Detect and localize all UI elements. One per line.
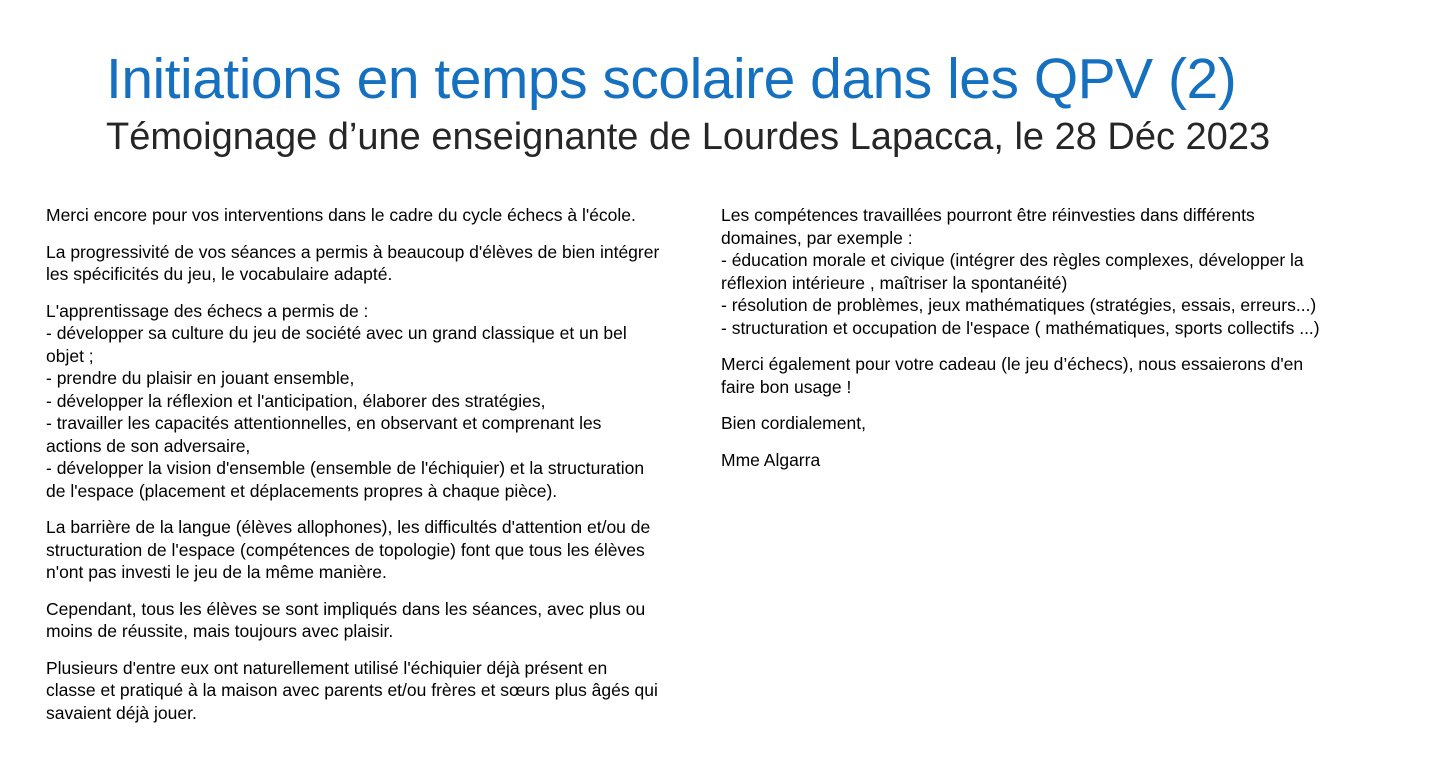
text-line: moins de réussite, mais toujours avec plaisir.	[46, 621, 394, 641]
paragraph-involvement	[46, 598, 718, 643]
text-line: réflexion intérieure , maîtriser la spontanéité)	[721, 272, 1068, 293]
text-line: La progressivité de vos séances a permis à beaucoup d'élèves de bien intégrer	[46, 241, 660, 262]
paragraph-gift-thanks	[721, 353, 1391, 398]
text-line: faire bon usage !	[721, 376, 852, 397]
text-line: Mme Algarra	[721, 449, 821, 470]
text-line: Merci également pour votre cadeau (le jeu d’échecs), nous essaierons d'en	[721, 354, 1304, 374]
text-line: Merci encore pour vos interventions dans le cadre du cycle échecs à l'école.	[46, 205, 636, 225]
text-line: Cependant, tous les élèves se sont impliqués dans les séances, avec plus ou	[46, 598, 646, 619]
text-line: classe et pratiqué à la maison avec parents et/ou frères et sœurs plus âgés qui	[46, 680, 658, 700]
text-line: objet ;	[46, 345, 94, 366]
text-line: n'ont pas investi le jeu de la même manière.	[46, 562, 387, 582]
text-line: Les compétences travaillées pourront être réinvesties dans différents	[721, 205, 1255, 225]
text-line: actions de son adversaire,	[46, 435, 251, 456]
paragraph-thanks	[46, 204, 718, 227]
list-item: - développer la vision d'ensemble (ensemble de l'échiquier) et la structuration	[46, 458, 645, 478]
list-item: - résolution de problèmes, jeux mathématiques (stratégies, essais, erreurs...)	[721, 295, 1317, 315]
list-item: - structuration et occupation de l'espace ( mathématiques, sports collectifs ...)	[721, 317, 1320, 338]
text-line: de l'espace (placement et déplacements propres à chaque pièce).	[46, 480, 558, 501]
paragraph-home-practice	[46, 657, 718, 725]
list-item: - développer la réflexion et l'anticipation, élaborer des stratégies,	[46, 390, 546, 411]
right-column	[721, 204, 1391, 485]
text-line: structuration de l'espace (compétences de topologie) font que tous les élèves	[46, 539, 645, 560]
text-line: domaines, par exemple :	[721, 227, 913, 248]
list-item: - travailler les capacités attentionnelles, en observant et comprenant les	[46, 413, 602, 433]
text-line: les spécificités du jeu, le vocabulaire adapté.	[46, 264, 393, 284]
list-item: - développer sa culture du jeu de société avec un grand classique et un bel	[46, 323, 627, 343]
text-line: savaient déjà jouer.	[46, 702, 197, 723]
page-subtitle: Témoignage d’une enseignante de Lourdes Lapacca, le 28 Déc 2023	[106, 116, 1271, 158]
signature	[721, 449, 1391, 472]
page-title: Initiations en temps scolaire dans les QPV (2)	[106, 47, 1237, 111]
paragraph-progressivity	[46, 241, 718, 286]
list-item: - prendre du plaisir en jouant ensemble,	[46, 368, 355, 388]
text-line: La barrière de la langue (élèves allophones), les difficultés d'attention et/ou de	[46, 517, 651, 537]
list-item: - éducation morale et civique (intégrer des règles complexes, développer la	[721, 250, 1304, 270]
paragraph-competences	[721, 204, 1391, 339]
text-line: L'apprentissage des échecs a permis de :	[46, 300, 369, 321]
text-line: Plusieurs d'entre eux ont naturellement utilisé l'échiquier déjà présent en	[46, 657, 608, 678]
paragraph-language-barrier	[46, 516, 718, 584]
closing-greeting	[721, 412, 1391, 435]
left-column	[46, 204, 718, 738]
paragraph-learning-list	[46, 300, 718, 503]
text-line: Bien cordialement,	[721, 413, 866, 433]
